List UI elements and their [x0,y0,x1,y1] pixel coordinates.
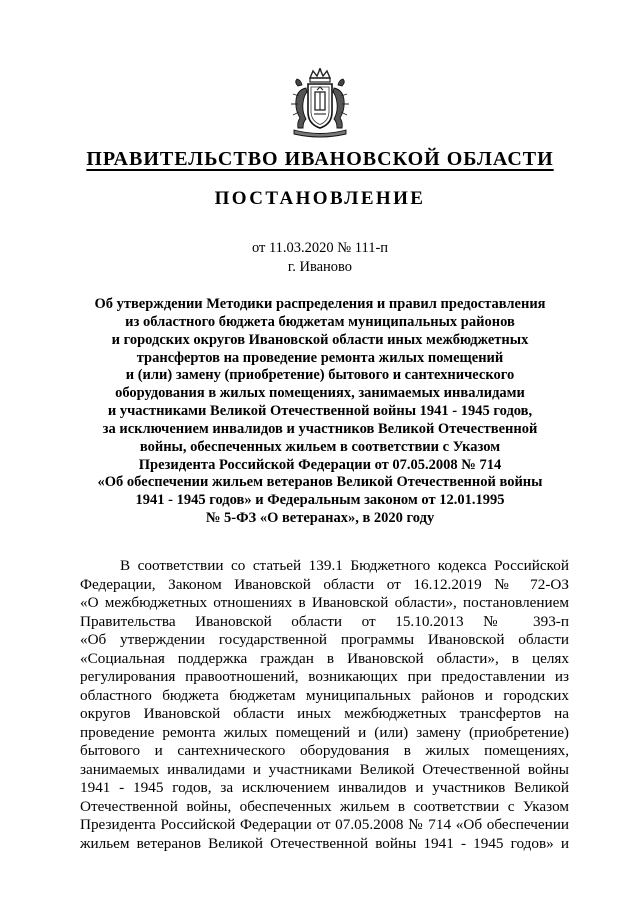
title-line: Президента Российской Федерации от 07.05.2008 № 714 [138,456,502,473]
coat-of-arms-icon [288,68,352,138]
body-line: Федерации, Законом Ивановской области от 16.12.2019 № 72-ОЗ [80,575,569,593]
title-line: Об утверждении Методики распределения и правил предоставления [94,296,546,312]
body-line: регулирования правоотношений, возникающих при предоставлении из [80,668,569,685]
body-line: округов Ивановской области иных межбюджетных трансфертов на [80,705,569,722]
body-line: областного бюджета бюджетам муниципальных районов и городских [80,686,569,704]
body-line: 1941 - 1945 годов, за исключением инвалидов и участников Великой [80,779,569,796]
body-line: «О межбюджетных отношениях в Ивановской области», постановлением [80,594,569,611]
document-date-number: от 11.03.2020 № 111-п [251,240,389,256]
document-type: ПОСТАНОВЛЕНИЕ [214,188,426,209]
body-line: проведение ремонта жилых помещений и (или) замену (приобретение) [80,723,569,741]
title-line: и городских округов Ивановской области иных межбюджетных [111,331,529,348]
organization-title: ПРАВИТЕЛЬСТВО ИВАНОВСКОЙ ОБЛАСТИ [86,148,554,170]
resolution-title [70,296,570,528]
body-line: Отечественной войны, обеспеченных жильем в соответствии с Указом [80,797,569,815]
title-line: за исключением инвалидов и участников Великой Отечественной [102,420,538,437]
title-line: войны, обеспеченных жильем в соответствии с Указом [139,438,501,455]
title-line: и (или) замену (приобретение) бытового и сантехнического [125,367,515,384]
body-line: «Об утверждении государственной программы Ивановской области [80,631,569,648]
title-line: «Об обеспечении жильем ветеранов Великой Отечественной войны [97,474,543,491]
body-line: занимаемых инвалидами и участниками Великой Отечественной войны [80,760,569,778]
title-line: № 5-ФЗ «О ветеранах», в 2020 году [205,510,435,527]
body-line: жильем ветеранов Великой Отечественной войны 1941 - 1945 годов» и [80,834,569,852]
body-line: Президента Российской Федерации от 07.05.2008 № 714 «Об обеспечении [80,816,569,833]
body-line: Правительства Ивановской области от 15.10.2013 № 393-п [80,612,569,630]
title-line: из областного бюджета бюджетам муниципальных районов [125,313,515,330]
body-line: «Социальная поддержка граждан в Ивановской области», в целях [80,649,569,667]
body-line: бытового и сантехнического оборудования в жилых помещениях, [80,742,569,759]
body-line: В соответствии со статьей 139.1 Бюджетного кодекса Российской [120,557,569,574]
title-line: оборудования в жилых помещениях, занимаемых инвалидами [115,385,525,402]
title-line: трансфертов на проведение ремонта жилых помещений [136,349,504,366]
document-city: г. Иваново [287,259,353,275]
body-paragraph [80,557,569,853]
title-line: 1941 - 1945 годов» и Федеральным законом от 12.01.1995 [135,492,505,509]
title-line: и участниками Великой Отечественной войны 1941 - 1945 годов, [107,403,533,420]
